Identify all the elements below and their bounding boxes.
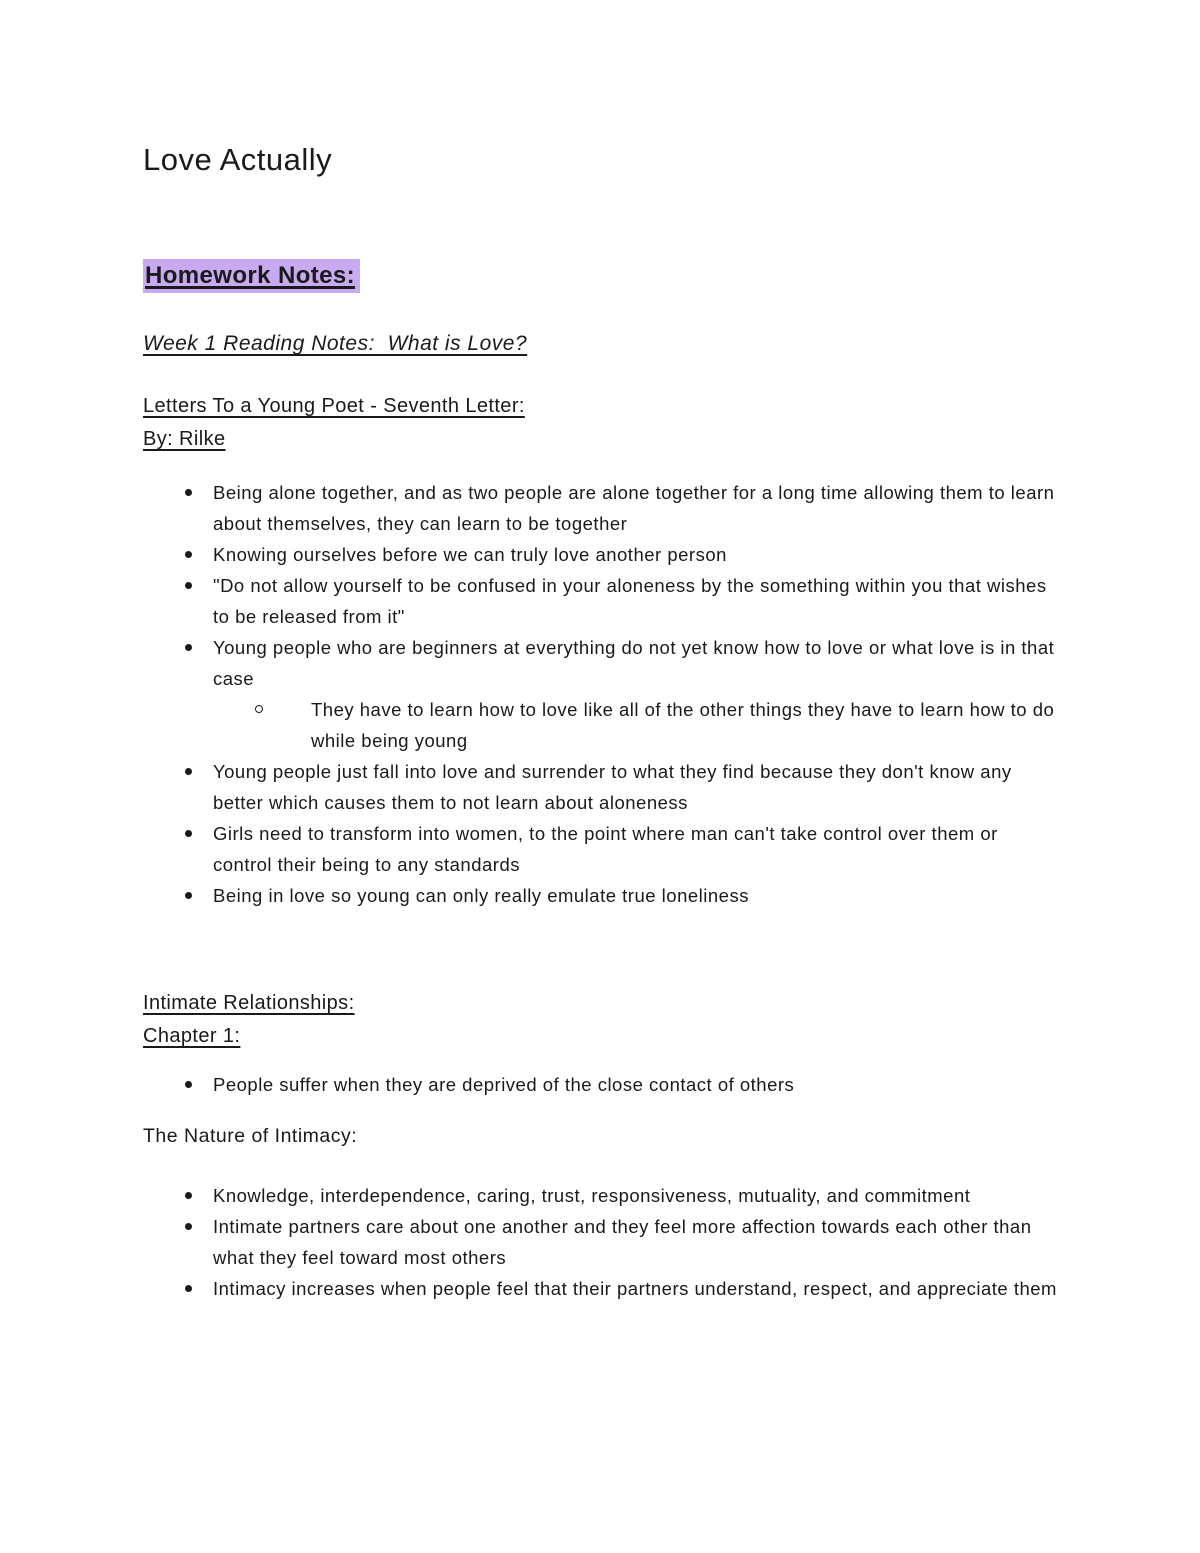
bullet-text: Intimacy increases when people feel that their partners understand, respect, and appreciate them	[213, 1278, 1057, 1299]
bullet-text: Knowledge, interdependence, caring, trust, responsiveness, mutuality, and commitment	[213, 1185, 971, 1206]
rilke-bullet-list	[143, 477, 1057, 911]
sub-bullet-text: They have to learn how to love like all of the other things they have to learn how to do while being young	[311, 699, 1055, 751]
reading1-title	[143, 390, 1057, 423]
nature-bullet-list	[143, 1180, 1057, 1304]
list-item	[143, 539, 1057, 570]
list-item	[143, 570, 1057, 632]
bullet-text: "Do not allow yourself to be confused in your aloneness by the something within you that wishes to be released from it"	[213, 575, 1047, 627]
list-item	[143, 1180, 1057, 1211]
reading2-chapter	[143, 1020, 1057, 1053]
list-item	[143, 1211, 1057, 1273]
bullet-text: Young people just fall into love and surrender to what they find because they don't know any better which causes them to not learn about aloneness	[213, 761, 1012, 813]
reading1-title-text: Letters To a Young Poet - Seventh Letter:	[143, 395, 525, 417]
reading1-byline	[143, 423, 1057, 456]
reading2-header	[143, 987, 1057, 1053]
week1-reading-heading: Week 1 Reading Notes: What is Love?	[143, 332, 528, 355]
bullet-text: Knowing ourselves before we can truly love another person	[213, 544, 727, 565]
list-item	[143, 1069, 1057, 1100]
reading2-title	[143, 987, 1057, 1020]
page-title: Love Actually	[143, 142, 333, 177]
list-item	[143, 880, 1057, 911]
reading2-title-text: Intimate Relationships:	[143, 992, 355, 1014]
homework-notes-heading	[143, 256, 1057, 296]
sub-list-item	[213, 694, 1057, 756]
bullet-text: Young people who are beginners at everything do not yet know how to love or what love is in that case	[213, 637, 1055, 689]
bullet-text: Being in love so young can only really emulate true loneliness	[213, 885, 749, 906]
bullet-text: People suffer when they are deprived of the close contact of others	[213, 1074, 795, 1095]
bullet-text: Being alone together, and as two people are alone together for a long time allowing them to learn about themselves, they can learn to be together	[213, 482, 1055, 534]
intimate-bullet-list	[143, 1069, 1057, 1100]
reading1-header	[143, 390, 1057, 456]
bullet-text: Intimate partners care about one another and they feel more affection towards each other than what they feel toward most others	[213, 1216, 1032, 1268]
list-item	[143, 818, 1057, 880]
bullet-text: Girls need to transform into women, to the point where man can't take control over them or control their being to any standards	[213, 823, 998, 875]
nature-of-intimacy-heading: The Nature of Intimacy:	[143, 1125, 358, 1147]
list-item	[143, 756, 1057, 818]
rilke-sub-bullet-list	[213, 694, 1057, 756]
reading2-chapter-text: Chapter 1:	[143, 1025, 241, 1047]
list-item	[143, 1273, 1057, 1304]
list-item	[143, 477, 1057, 539]
reading1-byline-text: By: Rilke	[143, 428, 226, 450]
list-item	[143, 632, 1057, 756]
homework-notes-highlight: Homework Notes:	[143, 259, 360, 293]
